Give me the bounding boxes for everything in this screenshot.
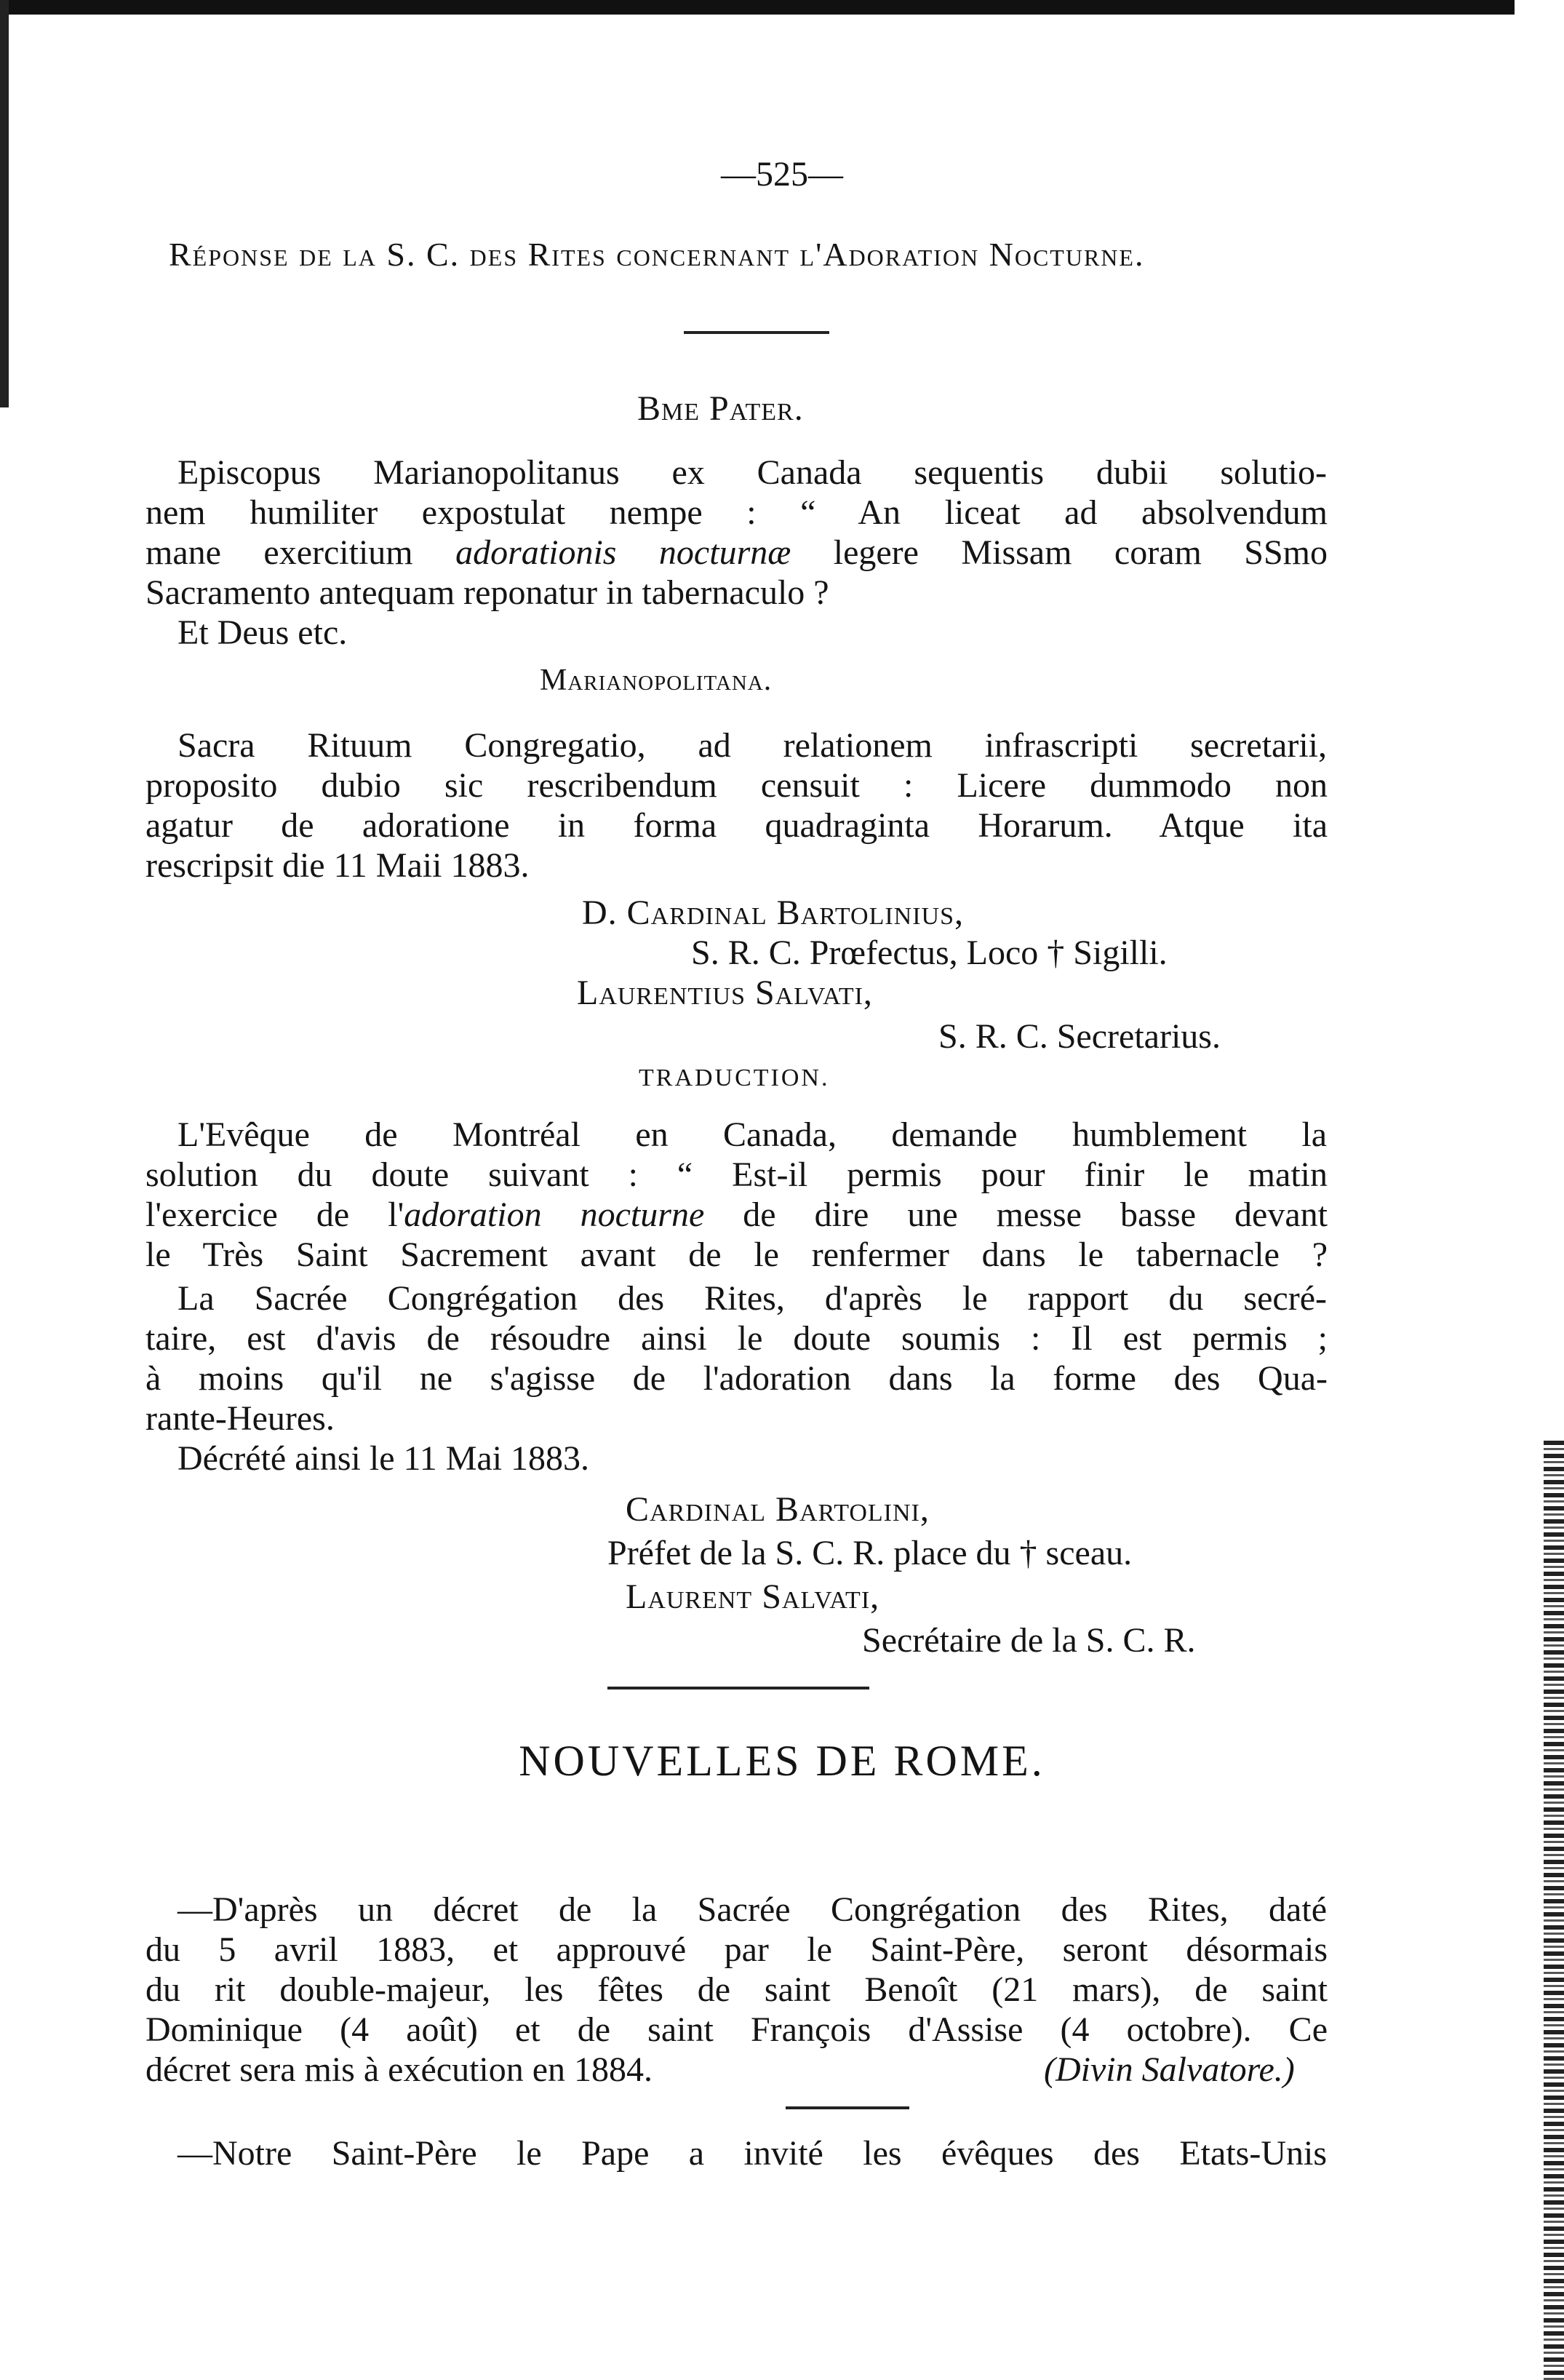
- french-para1-line2: solution du doute suivant : “ Est-il permis pour finir le matin: [145, 1155, 1328, 1194]
- scan-binding-edge: [1544, 1441, 1564, 2380]
- separator-rule: [684, 331, 829, 334]
- news-para1-line2: du 5 avril 1883, et approuvé par le Saint-Père, seront désormais: [145, 1930, 1328, 1969]
- news-heading: NOUVELLES DE ROME.: [519, 1737, 1045, 1785]
- latin-signature-1: D. Cardinal Bartolinius,: [582, 894, 965, 932]
- page-number: —525—: [721, 155, 843, 194]
- scan-border-top: [0, 0, 1515, 15]
- news-para1-line5: décret sera mis à exécution en 1884.: [145, 2050, 653, 2089]
- french-para2-line2: taire, est d'avis de résoudre ainsi le doute soumis : Il est permis ;: [145, 1319, 1328, 1358]
- latin-para1-line1: Episcopus Marianopolitanus ex Canada sequentis dubii solutio-: [177, 453, 1327, 492]
- latin-para1-line4: Sacramento antequam reponatur in tabernaculo ?: [145, 573, 829, 612]
- latin-signature-1-title: S. R. C. Prœfectus, Loco † Sigilli.: [691, 934, 1168, 972]
- latin-para2-line2: proposito dubio sic rescribendum censuit : Licere dummodo non: [145, 766, 1328, 805]
- news-para1-line3: du rit double-majeur, les fêtes de saint Benoît (21 mars), de saint: [145, 1970, 1328, 2009]
- latin-para2-line3: agatur de adoratione in forma quadraginta Horarum. Atque ita: [145, 806, 1328, 845]
- news-para2-line1: —Notre Saint-Père le Pape a invité les évêques des Etats-Unis: [177, 2134, 1327, 2173]
- latin-closing: Et Deus etc.: [177, 613, 348, 652]
- latin-para1-line2: nem humiliter expostulat nempe : “ An liceat ad absolvendum: [145, 493, 1328, 532]
- latin-salutation: Bme Pater.: [637, 389, 804, 428]
- french-heading: TRADUCTION.: [639, 1064, 830, 1091]
- latin-signature-2-title: S. R. C. Secretarius.: [938, 1017, 1221, 1056]
- news-para1-line4: Dominique (4 août) et de saint François d'Assise (4 octobre). Ce: [145, 2010, 1328, 2049]
- news-para1-line1: —D'après un décret de la Sacrée Congrégation des Rites, daté: [177, 1890, 1327, 1929]
- french-para2-line1: La Sacrée Congrégation des Rites, d'après le rapport du secré-: [177, 1279, 1327, 1318]
- french-signature-1-title: Préfet de la S. C. R. place du † sceau.: [607, 1534, 1133, 1572]
- french-para1-line4: le Très Saint Sacrement avant de le renfermer dans le tabernacle ?: [145, 1235, 1328, 1274]
- scan-border-left: [0, 0, 9, 407]
- page-title: Réponse de la S. C. des Rites concernant l'Adoration Nocturne.: [169, 236, 1145, 273]
- latin-heading: Marianopolitana.: [540, 664, 773, 697]
- section-rule: [607, 1687, 869, 1690]
- french-signature-2-title: Secrétaire de la S. C. R.: [862, 1621, 1196, 1660]
- french-signature-1: Cardinal Bartolini,: [626, 1490, 930, 1529]
- french-decree-date: Décrété ainsi le 11 Mai 1883.: [177, 1439, 590, 1478]
- french-signature-2: Laurent Salvati,: [626, 1577, 880, 1616]
- latin-para2-line4: rescripsit die 11 Maii 1883.: [145, 846, 530, 885]
- french-para1-line1: L'Evêque de Montréal en Canada, demande humblement la: [177, 1115, 1327, 1154]
- news-rule: [786, 2106, 909, 2109]
- latin-para1-line3: mane exercitium adorationis nocturnæ legere Missam coram SSmo: [145, 533, 1328, 572]
- latin-para2-line1: Sacra Rituum Congregatio, ad relationem infrascripti secretarii,: [177, 726, 1327, 765]
- french-para2-line4: rante-Heures.: [145, 1399, 335, 1438]
- news-source: (Divin Salvatore.): [1044, 2050, 1295, 2089]
- french-para1-line3: l'exercice de l'adoration nocturne de dire une messe basse devant: [145, 1195, 1328, 1234]
- french-para2-line3: à moins qu'il ne s'agisse de l'adoration dans la forme des Qua-: [145, 1359, 1328, 1398]
- latin-signature-2: Laurentius Salvati,: [577, 974, 873, 1012]
